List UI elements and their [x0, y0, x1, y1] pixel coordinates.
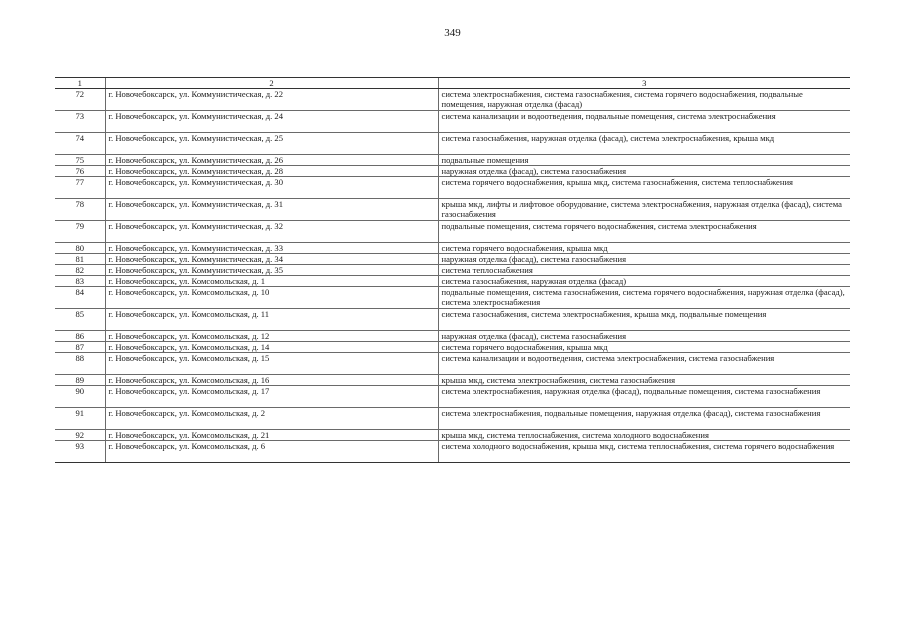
row-address-cell: г. Новочебоксарск, ул. Коммунистическая, д. 34 — [105, 254, 438, 265]
row-address-cell: г. Новочебоксарск, ул. Комсомольская, д. 11 — [105, 309, 438, 331]
row-systems-cell: система газоснабжения, наружная отделка (фасад), система электроснабжения, крыша мкд — [438, 133, 850, 155]
row-systems-cell: подвальные помещения — [438, 155, 850, 166]
table-header-row — [55, 78, 850, 89]
row-number-cell: 87 — [55, 342, 105, 353]
row-address-cell: г. Новочебоксарск, ул. Комсомольская, д. 17 — [105, 386, 438, 408]
table-row — [55, 276, 850, 287]
table-row — [55, 430, 850, 441]
row-number-cell: 75 — [55, 155, 105, 166]
row-systems-cell: подвальные помещения, система газоснабжения, система горячего водоснабжения, наружная отделка (фасад), система электроснабжения — [438, 287, 850, 309]
row-number-cell: 85 — [55, 309, 105, 331]
row-number-cell: 74 — [55, 133, 105, 155]
table-row — [55, 243, 850, 254]
row-systems-cell: система газоснабжения, наружная отделка (фасад) — [438, 276, 850, 287]
table-row — [55, 177, 850, 199]
row-number-cell: 73 — [55, 111, 105, 133]
row-address-cell: г. Новочебоксарск, ул. Коммунистическая, д. 24 — [105, 111, 438, 133]
row-systems-cell: система электроснабжения, наружная отделка (фасад), подвальные помещения, система газоснабжения — [438, 386, 850, 408]
column-header-systems: 3 — [438, 78, 850, 89]
row-address-cell: г. Новочебоксарск, ул. Коммунистическая, д. 25 — [105, 133, 438, 155]
row-number-cell: 88 — [55, 353, 105, 375]
row-number-cell: 93 — [55, 441, 105, 463]
row-address-cell: г. Новочебоксарск, ул. Коммунистическая, д. 26 — [105, 155, 438, 166]
row-systems-cell: система канализации и водоотведения, система электроснабжения, система газоснабжения — [438, 353, 850, 375]
row-systems-cell: система электроснабжения, система газоснабжения, система горячего водоснабжения, подвальные помещения, наружная отделка (фасад) — [438, 89, 850, 111]
table-row — [55, 133, 850, 155]
table-row — [55, 89, 850, 111]
row-systems-cell: подвальные помещения, система горячего водоснабжения, система электроснабжения — [438, 221, 850, 243]
row-number-cell: 92 — [55, 430, 105, 441]
table-row — [55, 375, 850, 386]
row-address-cell: г. Новочебоксарск, ул. Комсомольская, д. 15 — [105, 353, 438, 375]
table-row — [55, 342, 850, 353]
row-address-cell: г. Новочебоксарск, ул. Комсомольская, д. 6 — [105, 441, 438, 463]
row-address-cell: г. Новочебоксарск, ул. Комсомольская, д. 1 — [105, 276, 438, 287]
row-systems-cell: наружная отделка (фасад), система газоснабжения — [438, 254, 850, 265]
table-row — [55, 287, 850, 309]
row-address-cell: г. Новочебоксарск, ул. Коммунистическая, д. 33 — [105, 243, 438, 254]
row-systems-cell: крыша мкд, лифты и лифтовое оборудование, система электроснабжения, наружная отделка (фасад), система газоснабжения — [438, 199, 850, 221]
row-systems-cell: система холодного водоснабжения, крыша мкд, система теплоснабжения, система горячего водоснабжения — [438, 441, 850, 463]
table-row — [55, 166, 850, 177]
row-number-cell: 90 — [55, 386, 105, 408]
row-address-cell: г. Новочебоксарск, ул. Комсомольская, д. 16 — [105, 375, 438, 386]
row-address-cell: г. Новочебоксарск, ул. Комсомольская, д. 10 — [105, 287, 438, 309]
row-systems-cell: система горячего водоснабжения, крыша мкд — [438, 342, 850, 353]
table-row — [55, 221, 850, 243]
table-row — [55, 353, 850, 375]
row-number-cell: 77 — [55, 177, 105, 199]
row-number-cell: 83 — [55, 276, 105, 287]
row-number-cell: 84 — [55, 287, 105, 309]
table-row — [55, 199, 850, 221]
row-address-cell: г. Новочебоксарск, ул. Коммунистическая, д. 32 — [105, 221, 438, 243]
table-row — [55, 441, 850, 463]
table-row — [55, 309, 850, 331]
row-number-cell: 80 — [55, 243, 105, 254]
row-systems-cell: крыша мкд, система теплоснабжения, система холодного водоснабжения — [438, 430, 850, 441]
building-systems-table — [55, 77, 850, 463]
row-systems-cell: система теплоснабжения — [438, 265, 850, 276]
row-address-cell: г. Новочебоксарск, ул. Коммунистическая, д. 30 — [105, 177, 438, 199]
row-number-cell: 79 — [55, 221, 105, 243]
row-systems-cell: система электроснабжения, подвальные помещения, наружная отделка (фасад), система газоснабжения — [438, 408, 850, 430]
row-address-cell: г. Новочебоксарск, ул. Комсомольская, д. 12 — [105, 331, 438, 342]
table-row — [55, 408, 850, 430]
table-row — [55, 155, 850, 166]
row-address-cell: г. Новочебоксарск, ул. Коммунистическая, д. 31 — [105, 199, 438, 221]
table-row — [55, 254, 850, 265]
row-address-cell: г. Новочебоксарск, ул. Комсомольская, д. 14 — [105, 342, 438, 353]
row-systems-cell: система газоснабжения, система электроснабжения, крыша мкд, подвальные помещения — [438, 309, 850, 331]
column-header-address: 2 — [105, 78, 438, 89]
row-systems-cell: наружная отделка (фасад), система газоснабжения — [438, 331, 850, 342]
row-number-cell: 76 — [55, 166, 105, 177]
row-number-cell: 72 — [55, 89, 105, 111]
row-address-cell: г. Новочебоксарск, ул. Комсомольская, д. 21 — [105, 430, 438, 441]
row-systems-cell: наружная отделка (фасад), система газоснабжения — [438, 166, 850, 177]
row-address-cell: г. Новочебоксарск, ул. Коммунистическая, д. 28 — [105, 166, 438, 177]
row-systems-cell: система горячего водоснабжения, крыша мкд — [438, 243, 850, 254]
table-row — [55, 331, 850, 342]
row-number-cell: 86 — [55, 331, 105, 342]
row-systems-cell: крыша мкд, система электроснабжения, система газоснабжения — [438, 375, 850, 386]
row-number-cell: 78 — [55, 199, 105, 221]
table-row — [55, 111, 850, 133]
column-header-number: 1 — [55, 78, 105, 89]
row-number-cell: 91 — [55, 408, 105, 430]
table-row — [55, 386, 850, 408]
row-number-cell: 81 — [55, 254, 105, 265]
row-systems-cell: система горячего водоснабжения, крыша мкд, система газоснабжения, система теплоснабжения — [438, 177, 850, 199]
table-body — [55, 89, 850, 463]
page-number: 349 — [444, 27, 461, 39]
row-number-cell: 82 — [55, 265, 105, 276]
row-address-cell: г. Новочебоксарск, ул. Коммунистическая, д. 22 — [105, 89, 438, 111]
row-number-cell: 89 — [55, 375, 105, 386]
row-address-cell: г. Новочебоксарск, ул. Коммунистическая, д. 35 — [105, 265, 438, 276]
table-row — [55, 265, 850, 276]
row-systems-cell: система канализации и водоотведения, подвальные помещения, система электроснабжения — [438, 111, 850, 133]
row-address-cell: г. Новочебоксарск, ул. Комсомольская, д. 2 — [105, 408, 438, 430]
